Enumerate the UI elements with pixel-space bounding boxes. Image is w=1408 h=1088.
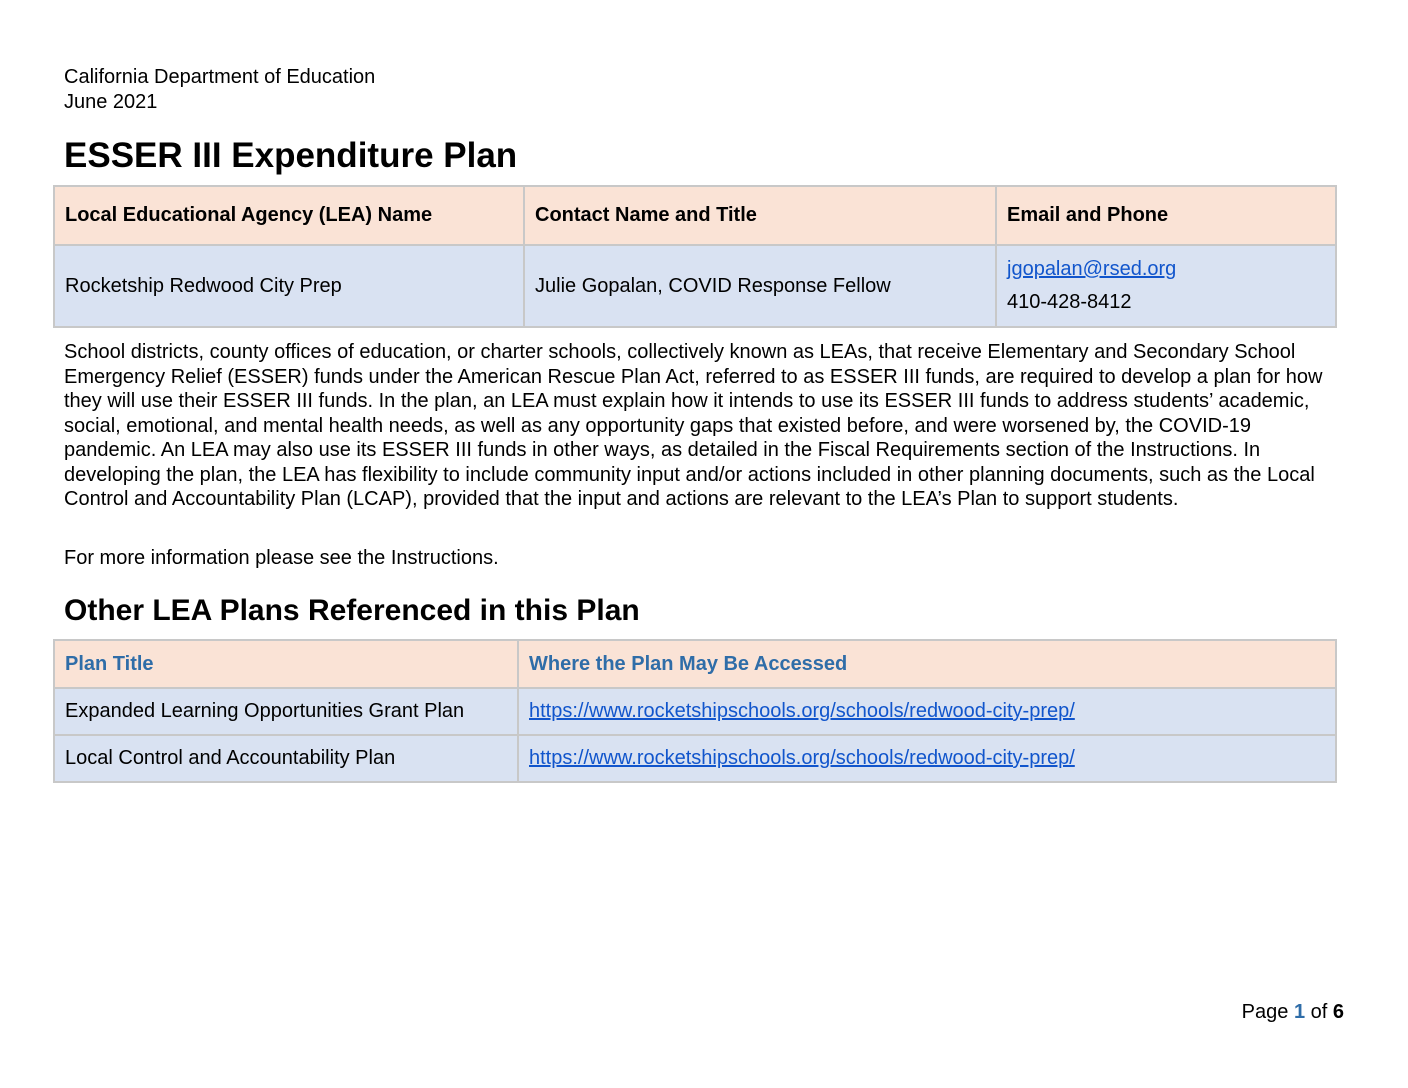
plan-location-header: Where the Plan May Be Accessed [518,640,1336,688]
page-number [1242,1000,1344,1024]
plan-url-cell [518,735,1336,782]
lea-info-table [53,185,1337,328]
current-page: 1 [1293,1001,1306,1023]
page-label: Page [1241,1001,1289,1023]
table-row [54,735,1336,782]
intro-paragraph: School districts, county offices of education, or charter schools, collectively known as LEAs, that receive Elementary and Secondary School Emergency Relief (ESSER) funds under the American Rescue Plan Act, referred to as ESSER III funds, are required to develop a plan for how they will use their ESSER III funds. In the plan, an LEA must explain how it intends to use its ESSER III funds to address students’ academic, social, emotional, and mental health needs, as well as any opportunity gaps that existed before, and were worsened by, the COVID-19 pandemic. An LEA may also use its ESSER III funds in other ways, as detailed in the Fiscal Requirements section of the Instructions. In developing the plan, the LEA has flexibility to include community input and/or actions included in other planning documents, such as the Local Control and Accountability Plan (LCAP), provided that the input and actions are relevant to the LEA’s Plan to support students. [64,341,1323,510]
table-header-row [54,640,1336,688]
plan-url-link[interactable]: https://www.rocketshipschools.org/schools/redwood-city-prep/ [529,700,1075,722]
lea-name-cell: Rocketship Redwood City Prep [54,245,524,327]
document-date: June 2021 [64,91,158,113]
contact-header: Contact Name and Title [524,186,996,245]
department-name: California Department of Education [64,66,376,88]
other-plans-table [53,639,1337,783]
table-header-row [54,186,1336,245]
contact-cell: Julie Gopalan, COVID Response Fellow [524,245,996,327]
of-label: of [1310,1001,1328,1023]
total-pages: 6 [1332,1001,1344,1023]
table-row [54,688,1336,735]
plan-title-cell: Local Control and Accountability Plan [54,735,518,782]
page-title: ESSER III Expenditure Plan [64,136,518,175]
plan-url-link[interactable]: https://www.rocketshipschools.org/schools/redwood-city-prep/ [529,747,1075,769]
plan-url-cell [518,688,1336,735]
table-row [54,245,1336,327]
lea-name-header: Local Educational Agency (LEA) Name [54,186,524,245]
plan-title-cell: Expanded Learning Opportunities Grant Plan [54,688,518,735]
phone-number: 410-428-8412 [1007,291,1132,313]
email-phone-cell [996,245,1336,327]
more-info-text: For more information please see the Instructions. [64,547,499,569]
other-plans-heading: Other LEA Plans Referenced in this Plan [64,594,640,627]
email-link[interactable]: jgopalan@rsed.org [1007,258,1177,280]
email-phone-header: Email and Phone [996,186,1336,245]
plan-title-header: Plan Title [54,640,518,688]
